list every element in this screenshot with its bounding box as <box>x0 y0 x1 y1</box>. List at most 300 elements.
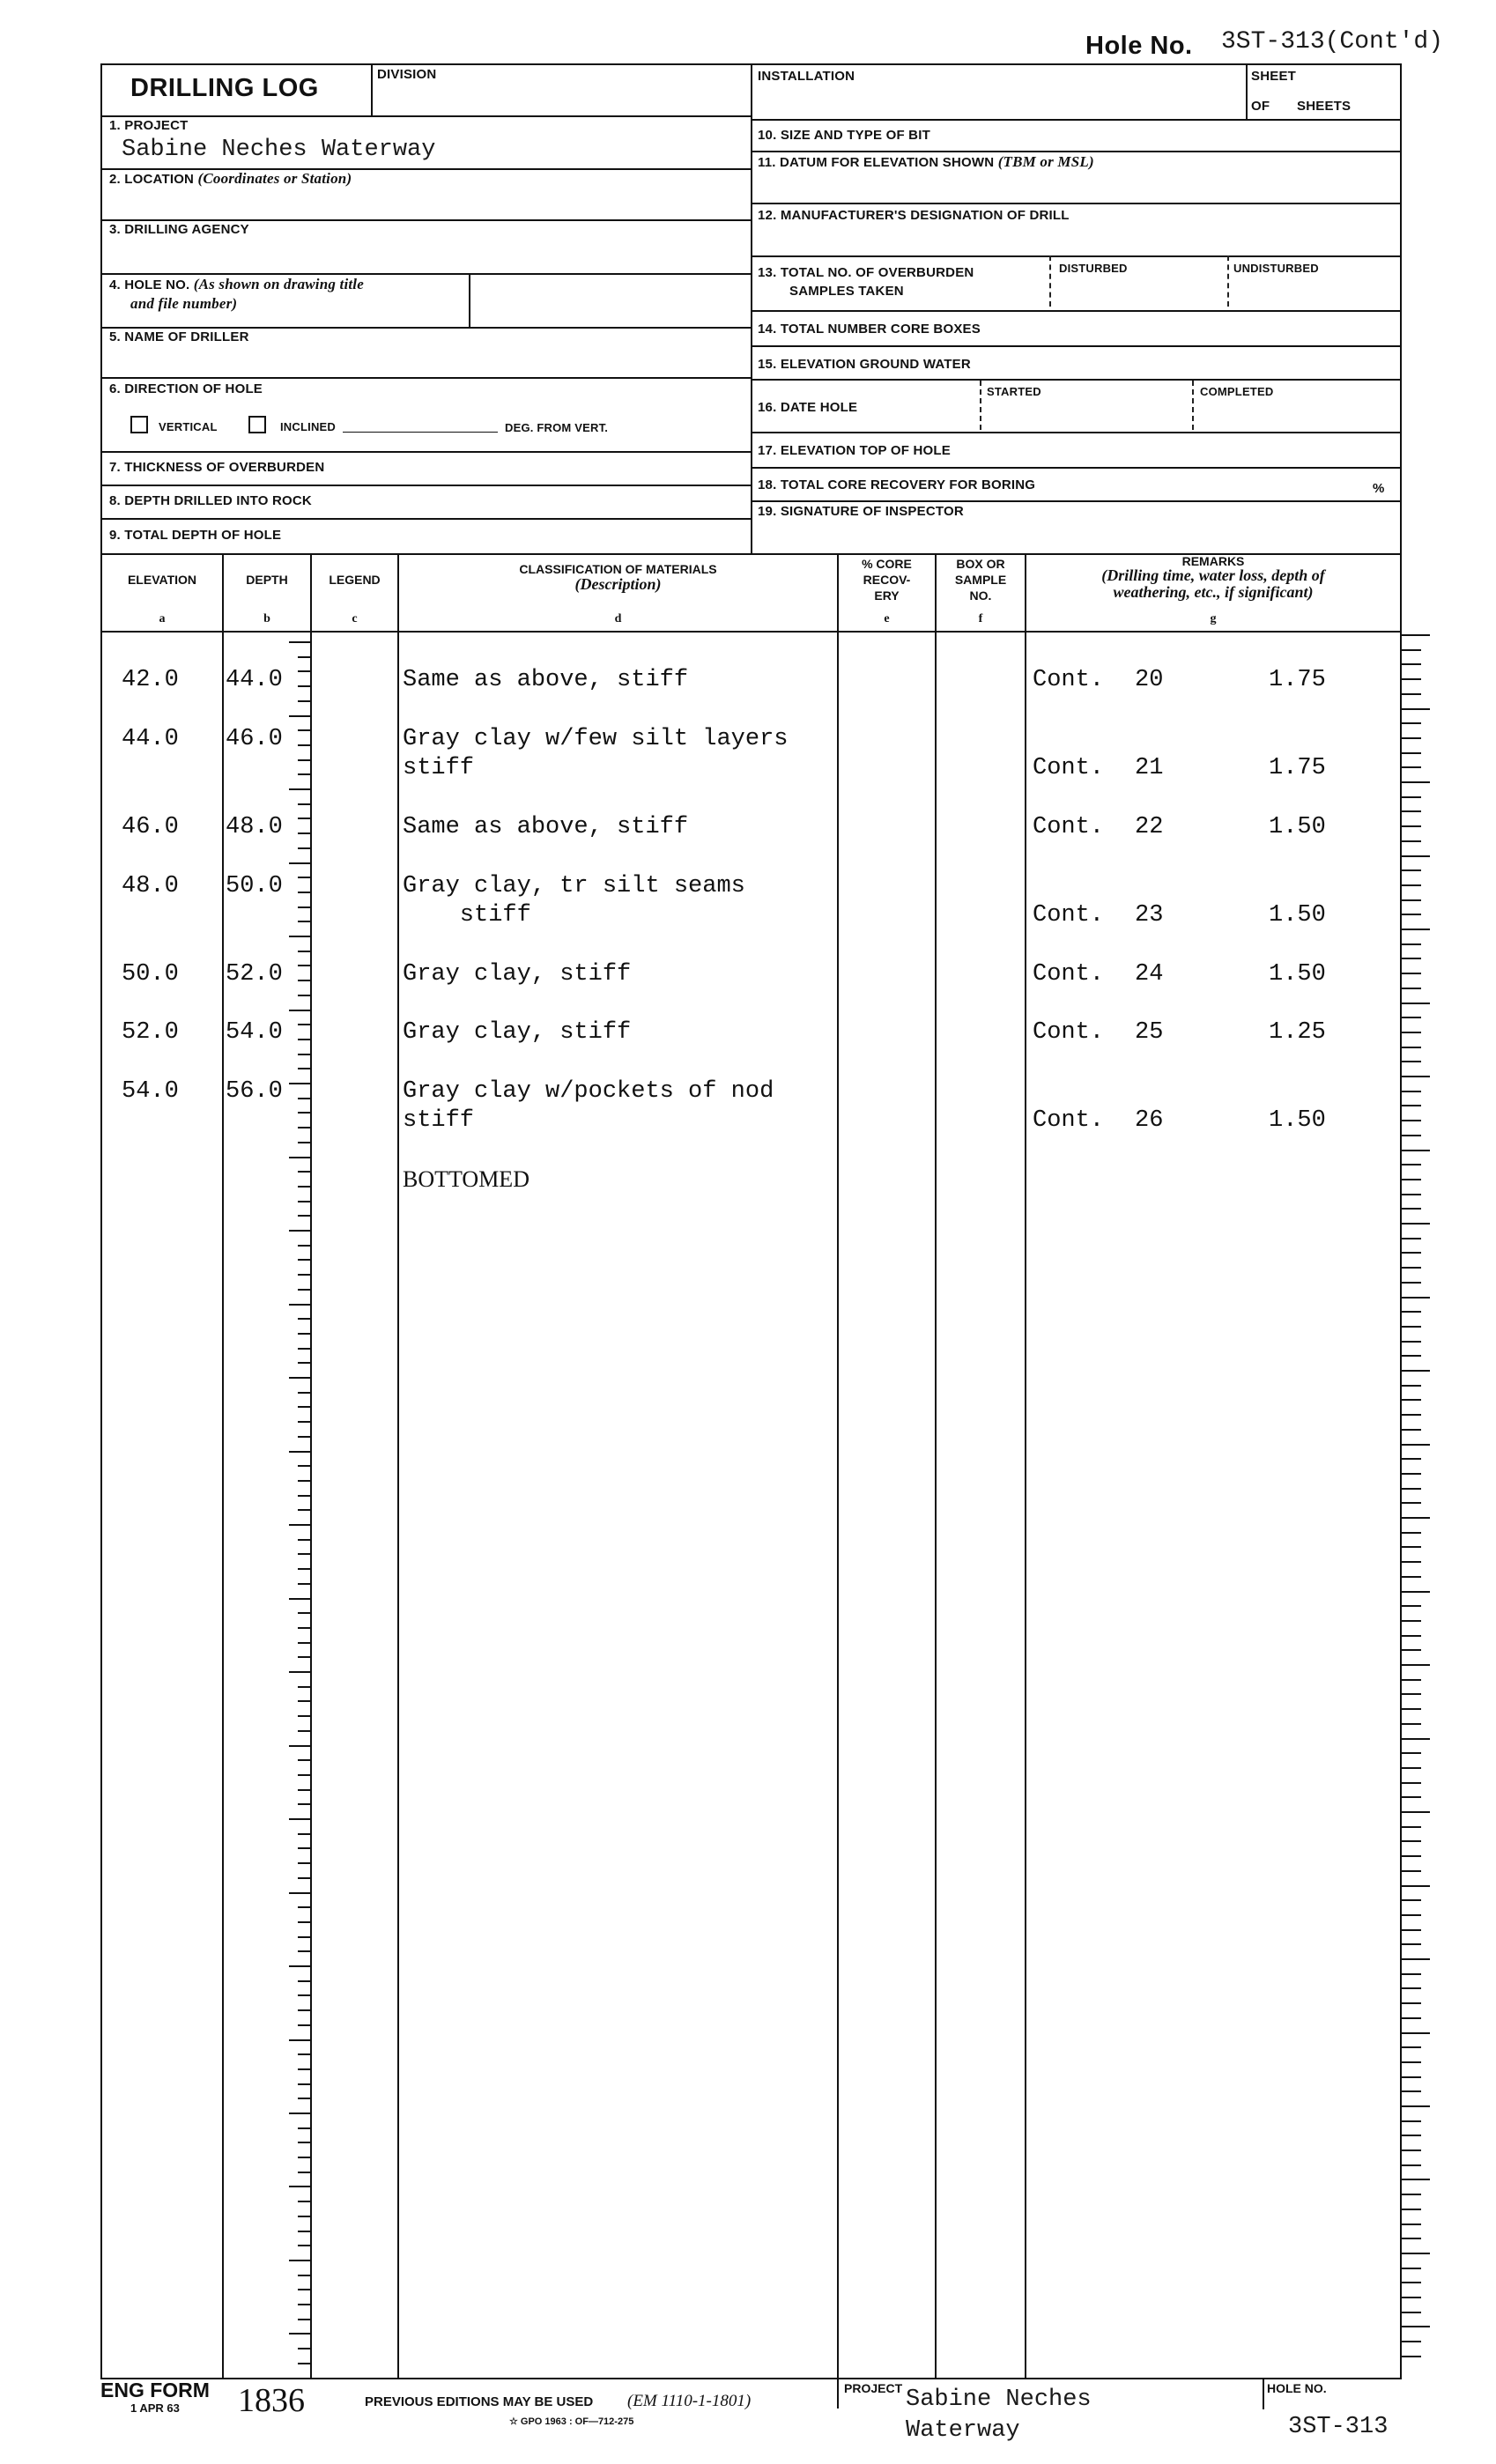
ground-water-label: 15. ELEVATION GROUND WATER <box>758 357 971 372</box>
row-description: Gray clay w/few silt layers <box>403 726 789 752</box>
hole-no-note-line-2 <box>130 296 237 312</box>
margin-tick <box>1402 1047 1421 1048</box>
hole-no-note-1: (As shown on drawing title <box>193 276 364 292</box>
margin-tick <box>1402 1105 1421 1106</box>
margin-tick <box>1402 1576 1421 1578</box>
depth-tick <box>298 1392 310 1394</box>
depth-tick <box>298 1480 310 1482</box>
depth-tick <box>298 995 310 996</box>
margin-tick <box>1402 973 1421 974</box>
row-depth: 56.0 <box>226 1078 283 1105</box>
depth-tick <box>289 715 310 717</box>
margin-tick <box>1402 2238 1421 2239</box>
col-header-box-3: NO. <box>969 588 992 603</box>
margin-tick <box>1402 1150 1430 1151</box>
margin-tick <box>1402 1987 1421 1989</box>
margin-tick <box>1402 1546 1421 1548</box>
margin-tick <box>1402 1723 1421 1725</box>
depth-tick <box>298 1436 310 1438</box>
depth-tick <box>298 2024 310 2026</box>
footer-project-line-2: Waterway <box>906 2417 1020 2444</box>
margin-tick <box>1402 2282 1421 2283</box>
vertical-label: VERTICAL <box>159 420 218 433</box>
margin-tick <box>1402 958 1421 959</box>
margin-tick <box>1402 1414 1421 1416</box>
margin-tick <box>1402 1355 1421 1357</box>
margin-tick <box>1402 2356 1421 2357</box>
depth-tick <box>298 1789 310 1791</box>
hole-no-label-text: 4. HOLE NO. <box>109 277 190 292</box>
depth-tick <box>298 656 310 658</box>
depth-tick <box>298 2319 310 2320</box>
margin-tick <box>1402 1914 1421 1916</box>
margin-tick <box>1402 1929 1421 1931</box>
col-letter-a: a <box>159 612 166 625</box>
depth-tick <box>298 2275 310 2276</box>
margin-tick <box>1402 1017 1421 1018</box>
depth-tick <box>298 2289 310 2290</box>
depth-tick <box>298 1686 310 1688</box>
margin-tick <box>1402 1664 1430 1666</box>
margin-tick <box>1402 1458 1421 1460</box>
depth-tick <box>298 1906 310 1908</box>
margin-tick <box>1402 2341 1421 2342</box>
margin-tick <box>1402 2297 1421 2298</box>
col-letter-c: c <box>352 612 358 625</box>
margin-tick <box>1402 2268 1421 2269</box>
depth-tick <box>298 1024 310 1025</box>
col-header-remarks-note-2 <box>1026 585 1400 601</box>
margin-tick <box>1402 2135 1421 2136</box>
row-remark-type: Cont. <box>1033 902 1105 929</box>
samples-label-2: SAMPLES TAKEN <box>789 284 904 299</box>
col-header-box-1: BOX OR <box>956 557 1005 571</box>
depth-tick <box>298 759 310 761</box>
depth-tick <box>298 1333 310 1335</box>
depth-tick <box>298 685 310 687</box>
margin-tick <box>1402 1429 1421 1431</box>
depth-tick <box>298 1980 310 1982</box>
bit-label: 10. SIZE AND TYPE OF BIT <box>758 128 930 143</box>
depth-tick <box>298 1112 310 1114</box>
depth-tick <box>298 700 310 702</box>
margin-tick <box>1402 649 1421 651</box>
hole-no-heading-value: 3ST-313(Cont'd) <box>1221 28 1444 55</box>
deg-from-vert-label: DEG. FROM VERT. <box>505 421 609 434</box>
depth-tick <box>289 788 310 790</box>
row-depth: 44.0 <box>226 667 283 693</box>
depth-tick <box>298 1318 310 1320</box>
col-letter-e: e <box>884 612 890 625</box>
core-boxes-label: 14. TOTAL NUMBER CORE BOXES <box>758 322 981 337</box>
col-header-depth: DEPTH <box>246 573 288 587</box>
drilling-agency-label: 3. DRILLING AGENCY <box>109 222 249 237</box>
depth-tick <box>298 1245 310 1247</box>
depth-tick <box>298 1583 310 1585</box>
manufacturer-label: 12. MANUFACTURER'S DESIGNATION OF DRILL <box>758 208 1070 223</box>
margin-tick <box>1402 1061 1421 1062</box>
depth-tick <box>298 1348 310 1350</box>
depth-tick <box>298 832 310 834</box>
depth-tick <box>298 2201 310 2202</box>
depth-tick <box>298 803 310 805</box>
margin-tick <box>1402 1311 1421 1313</box>
row-remark-type: Cont. <box>1033 755 1105 781</box>
depth-tick <box>298 2304 310 2305</box>
depth-tick <box>298 1509 310 1511</box>
col-header-classification-note: (Description) <box>574 575 662 593</box>
row-description: Same as above, stiff <box>403 667 689 693</box>
depth-tick <box>298 1715 310 1717</box>
inclined-degree-line <box>343 432 498 433</box>
depth-tick <box>298 2231 310 2232</box>
row-remark-no: 21 <box>1135 755 1164 781</box>
depth-tick <box>298 2068 310 2070</box>
depth-tick <box>298 1406 310 1408</box>
depth-tick <box>289 1671 310 1673</box>
margin-tick <box>1402 1855 1421 1857</box>
depth-tick <box>289 1304 310 1306</box>
col-header-remarks: REMARKS <box>1181 554 1245 568</box>
footer-hole-no-label: HOLE NO. <box>1267 2381 1327 2395</box>
depth-tick <box>289 936 310 937</box>
eng-form-label: ENG FORM <box>100 2379 210 2401</box>
row-description-2: stiff <box>403 902 531 929</box>
margin-tick <box>1402 2105 1430 2107</box>
depth-tick <box>298 1127 310 1128</box>
margin-tick <box>1402 1708 1421 1710</box>
of-label: OF <box>1251 99 1270 114</box>
depth-tick <box>298 847 310 849</box>
margin-tick <box>1402 1032 1421 1033</box>
installation-label: INSTALLATION <box>758 69 855 84</box>
margin-tick <box>1402 1605 1421 1607</box>
inclined-checkbox[interactable] <box>248 416 266 433</box>
total-depth-label: 9. TOTAL DEPTH OF HOLE <box>109 528 282 543</box>
col-header-recovery-2: RECOV- <box>863 573 911 587</box>
depth-tick <box>298 2157 310 2158</box>
margin-tick <box>1402 2253 1430 2254</box>
depth-tick <box>298 1495 310 1497</box>
depth-tick <box>298 1186 310 1188</box>
project-label: 1. PROJECT <box>109 118 189 133</box>
depth-tick <box>298 1803 310 1805</box>
form-date: 1 APR 63 <box>130 2401 180 2415</box>
row-description: Gray clay, stiff <box>403 961 632 988</box>
margin-tick <box>1402 678 1421 680</box>
col-header-recovery-1: % CORE <box>862 557 912 571</box>
margin-tick <box>1402 869 1421 871</box>
margin-tick <box>1402 2046 1421 2048</box>
remarks-note-1: (Drilling time, water loss, depth of <box>1101 566 1325 584</box>
depth-tick <box>298 980 310 981</box>
col-letter-b: b <box>263 612 270 625</box>
inspector-label: 19. SIGNATURE OF INSPECTOR <box>758 504 964 519</box>
depth-tick <box>298 1994 310 1996</box>
previous-editions-note: PREVIOUS EDITIONS MAY BE USED <box>365 2394 594 2409</box>
depth-tick <box>298 1421 310 1423</box>
depth-tick <box>289 1818 310 1820</box>
margin-tick <box>1402 1561 1421 1563</box>
margin-tick <box>1402 1488 1421 1490</box>
margin-tick <box>1402 2120 1421 2122</box>
col-header-classification-sub <box>399 577 837 593</box>
margin-tick <box>1402 2179 1430 2180</box>
percent-sign: % <box>1373 481 1385 496</box>
row-remark-value: 1.25 <box>1269 1019 1326 1046</box>
margin-tick <box>1402 1870 1421 1872</box>
margin-tick <box>1402 1782 1421 1784</box>
depth-tick <box>298 877 310 878</box>
sheet-label: SHEET <box>1251 69 1297 84</box>
row-description: Gray clay, tr silt seams <box>403 873 745 899</box>
margin-tick <box>1402 1267 1421 1269</box>
depth-tick <box>289 641 310 643</box>
depth-tick <box>289 1377 310 1379</box>
row-remark-no: 20 <box>1135 667 1164 693</box>
margin-tick <box>1402 752 1421 754</box>
margin-tick <box>1402 1326 1421 1328</box>
col-header-classification: CLASSIFICATION OF MATERIALS <box>519 562 717 576</box>
row-elevation: 44.0 <box>122 726 179 752</box>
margin-tick <box>1402 1532 1421 1534</box>
driller-label: 5. NAME OF DRILLER <box>109 329 249 344</box>
row-elevation: 42.0 <box>122 667 179 693</box>
margin-tick <box>1402 1282 1421 1284</box>
date-hole-label: 16. DATE HOLE <box>758 400 858 415</box>
datum-label <box>758 154 1094 170</box>
row-remark-value: 1.75 <box>1269 755 1326 781</box>
margin-tick <box>1402 1179 1421 1180</box>
depth-tick <box>289 1451 310 1453</box>
depth-tick <box>298 2083 310 2085</box>
margin-tick <box>1402 2076 1421 2078</box>
depth-tick <box>298 1142 310 1143</box>
row-description-2: stiff <box>403 1107 475 1134</box>
row-remark-type: Cont. <box>1033 1019 1105 1046</box>
margin-tick <box>1402 722 1421 724</box>
margin-tick <box>1402 1826 1421 1828</box>
row-remark-value: 1.75 <box>1269 667 1326 693</box>
margin-tick <box>1402 708 1430 710</box>
margin-tick <box>1402 1958 1430 1960</box>
margin-tick <box>1402 2209 1421 2210</box>
depth-tick <box>289 2333 310 2335</box>
margin-tick <box>1402 810 1421 812</box>
depth-tick <box>298 1553 310 1555</box>
depth-tick <box>298 2363 310 2364</box>
margin-tick <box>1402 1517 1430 1519</box>
depth-tick <box>289 1892 310 1894</box>
depth-tick <box>289 862 310 864</box>
margin-tick <box>1402 1796 1421 1798</box>
margin-tick <box>1402 1076 1430 1077</box>
margin-tick <box>1402 1752 1421 1754</box>
footer-project-line-1: Sabine Neches <box>906 2386 1092 2413</box>
row-depth: 52.0 <box>226 961 283 988</box>
row-remark-no: 23 <box>1135 902 1164 929</box>
row-remark-type: Cont. <box>1033 814 1105 840</box>
row-description: Gray clay w/pockets of nod <box>403 1078 774 1105</box>
margin-tick <box>1402 1297 1430 1299</box>
margin-tick <box>1402 1164 1421 1165</box>
row-remark-type: Cont. <box>1033 1107 1105 1134</box>
margin-tick <box>1402 1899 1421 1901</box>
depth-tick <box>298 892 310 893</box>
depth-tick <box>298 1642 310 1644</box>
row-description: Gray clay, stiff <box>403 1019 632 1046</box>
margin-tick <box>1402 1238 1421 1239</box>
row-elevation: 54.0 <box>122 1078 179 1105</box>
depth-tick <box>289 1010 310 1011</box>
depth-tick <box>298 1465 310 1467</box>
margin-tick <box>1402 1620 1421 1622</box>
depth-tick <box>298 1362 310 1364</box>
depth-tick <box>298 1950 310 1952</box>
gpo-note: ☆ GPO 1963 : OF—712-275 <box>509 2416 634 2427</box>
row-elevation: 50.0 <box>122 961 179 988</box>
depth-tick <box>298 1289 310 1291</box>
margin-tick <box>1402 1003 1430 1004</box>
row-remark-no: 22 <box>1135 814 1164 840</box>
margin-tick <box>1402 943 1421 945</box>
depth-tick <box>289 2113 310 2114</box>
depth-rock-label: 8. DEPTH DRILLED INTO ROCK <box>109 493 312 508</box>
location-note: (Coordinates or Station) <box>197 170 352 187</box>
completed-label: COMPLETED <box>1200 385 1274 398</box>
depth-tick <box>298 818 310 819</box>
margin-tick <box>1402 825 1421 827</box>
margin-tick <box>1402 899 1421 901</box>
depth-tick <box>298 1627 310 1629</box>
margin-tick <box>1402 1473 1421 1475</box>
depth-tick <box>298 1201 310 1202</box>
margin-tick <box>1402 781 1430 783</box>
depth-tick <box>289 1598 310 1600</box>
depth-tick <box>298 2127 310 2129</box>
margin-tick <box>1402 988 1421 989</box>
depth-tick <box>298 1171 310 1173</box>
margin-tick <box>1402 1973 1421 1975</box>
margin-tick <box>1402 1767 1421 1769</box>
margin-tick <box>1402 2090 1421 2092</box>
depth-tick <box>298 2245 310 2246</box>
depth-tick <box>298 951 310 952</box>
row-remark-no: 25 <box>1135 1019 1164 1046</box>
margin-tick <box>1402 1091 1421 1092</box>
margin-tick <box>1402 1649 1421 1651</box>
core-recovery-label: 18. TOTAL CORE RECOVERY FOR BORING <box>758 477 1036 492</box>
footer-project-label: PROJECT <box>844 2381 903 2395</box>
row-remark-no: 24 <box>1135 961 1164 988</box>
depth-tick <box>298 1098 310 1099</box>
depth-tick <box>289 1083 310 1084</box>
depth-tick <box>298 1539 310 1541</box>
margin-tick <box>1402 766 1421 768</box>
margin-tick <box>1402 1399 1421 1401</box>
margin-tick <box>1402 1120 1421 1121</box>
margin-tick <box>1402 1194 1421 1195</box>
depth-tick <box>298 1054 310 1055</box>
col-letter-d: d <box>614 612 622 625</box>
depth-tick <box>298 1068 310 1069</box>
margin-tick <box>1402 796 1421 798</box>
sheets-label: SHEETS <box>1297 99 1352 114</box>
depth-tick <box>298 1656 310 1658</box>
depth-tick <box>298 1862 310 1864</box>
division-label: DIVISION <box>377 67 437 82</box>
row-depth: 46.0 <box>226 726 283 752</box>
started-label: STARTED <box>987 385 1041 398</box>
margin-tick <box>1402 2224 1421 2225</box>
margin-tick <box>1402 2061 1421 2063</box>
margin-tick <box>1402 1811 1430 1813</box>
datum-note: (TBM or MSL) <box>997 153 1094 170</box>
margin-tick <box>1402 1885 1430 1887</box>
depth-tick <box>298 2216 310 2217</box>
depth-tick <box>298 1039 310 1040</box>
margin-tick <box>1402 1252 1421 1254</box>
depth-tick <box>298 2098 310 2099</box>
depth-tick <box>298 1730 310 1732</box>
margin-tick <box>1402 1444 1430 1446</box>
location-label-text: 2. LOCATION <box>109 172 195 187</box>
row-elevation: 48.0 <box>122 873 179 899</box>
samples-label-1: 13. TOTAL NO. OF OVERBURDEN <box>758 265 974 280</box>
margin-tick <box>1402 2326 1430 2327</box>
depth-tick <box>298 744 310 746</box>
depth-tick <box>298 1759 310 1761</box>
margin-tick <box>1402 2002 1421 2004</box>
datum-label-text: 11. DATUM FOR ELEVATION SHOWN <box>758 155 995 170</box>
row-elevation: 46.0 <box>122 814 179 840</box>
location-label <box>109 171 352 187</box>
row-description-2: stiff <box>403 755 475 781</box>
margin-tick <box>1402 2032 1430 2034</box>
col-header-box-2: SAMPLE <box>954 573 1007 587</box>
depth-tick <box>298 2142 310 2143</box>
depth-tick <box>289 1157 310 1158</box>
vertical-checkbox[interactable] <box>130 416 148 433</box>
depth-tick <box>289 1230 310 1232</box>
depth-tick <box>298 2348 310 2349</box>
row-remark-value: 1.50 <box>1269 902 1326 929</box>
margin-tick <box>1402 1223 1430 1225</box>
depth-tick <box>298 906 310 908</box>
depth-tick <box>289 2039 310 2041</box>
row-description: Same as above, stiff <box>403 814 689 840</box>
disturbed-label: DISTURBED <box>1059 262 1128 275</box>
margin-tick <box>1402 1591 1430 1593</box>
col-letter-g: g <box>1210 612 1217 625</box>
depth-tick <box>298 1921 310 1923</box>
margin-tick <box>1402 1385 1421 1387</box>
row-remark-type: Cont. <box>1033 667 1105 693</box>
project-value: Sabine Neches Waterway <box>122 137 436 163</box>
depth-tick <box>298 965 310 966</box>
depth-tick <box>298 1847 310 1849</box>
depth-tick <box>298 1877 310 1879</box>
depth-tick <box>298 773 310 775</box>
depth-tick <box>298 1568 310 1570</box>
hole-no-note-2: and file number) <box>130 295 238 312</box>
depth-tick <box>298 1274 310 1276</box>
form-number: 1836 <box>238 2382 305 2419</box>
margin-tick <box>1402 840 1421 842</box>
margin-tick <box>1402 1679 1421 1681</box>
depth-tick <box>289 2186 310 2187</box>
row-remark-value: 1.50 <box>1269 814 1326 840</box>
